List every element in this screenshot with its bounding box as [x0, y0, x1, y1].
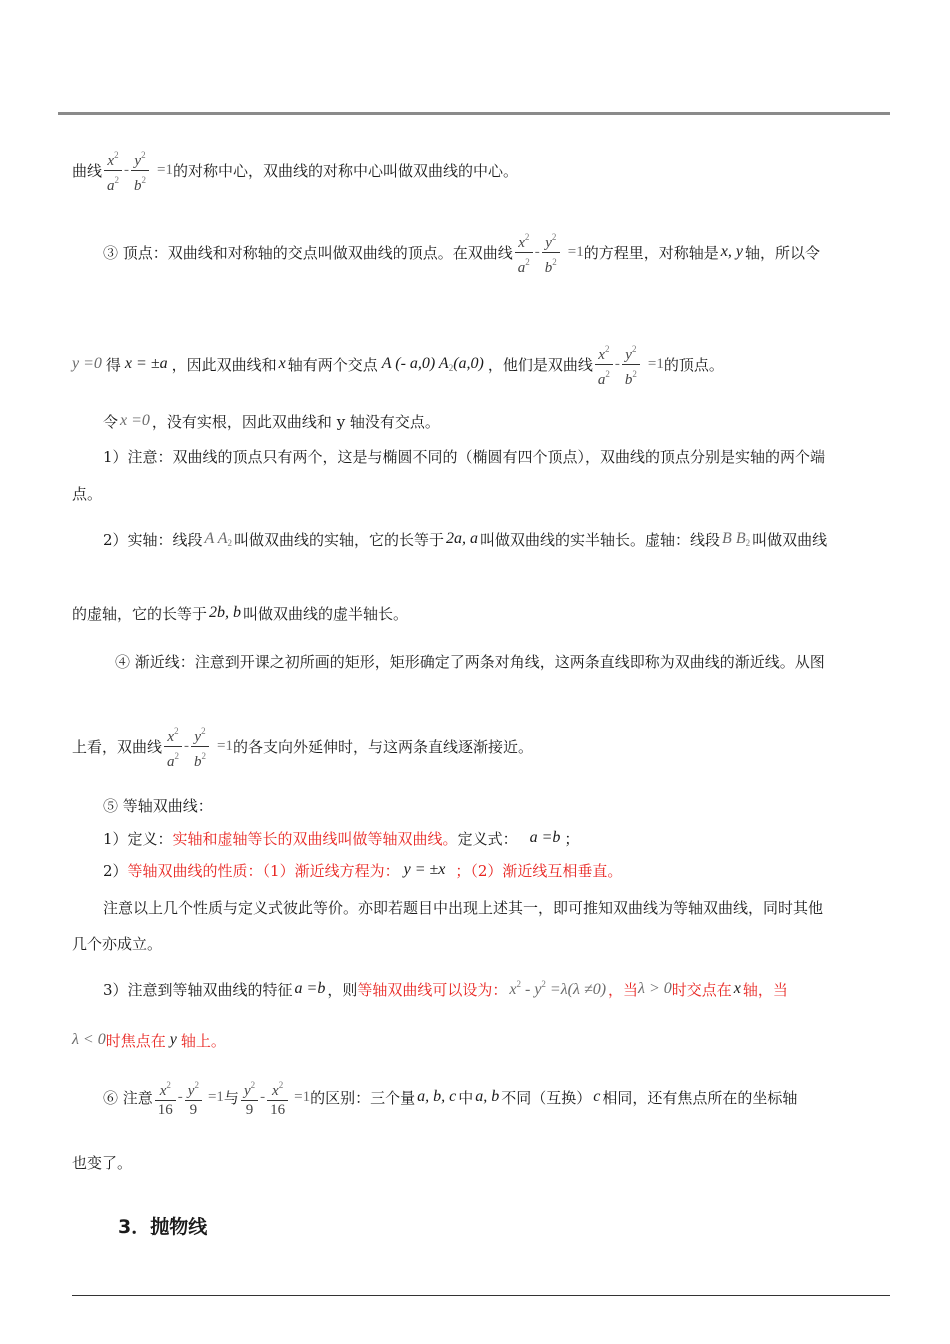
var: y: [187, 1082, 195, 1099]
minus: -: [260, 1088, 266, 1105]
equals-one: =1: [567, 243, 584, 260]
minus: -: [184, 737, 190, 754]
text: 中: [458, 1088, 474, 1107]
text: 令: [103, 412, 119, 431]
exp: 2: [114, 149, 119, 160]
var: x: [159, 1082, 167, 1099]
text-line-12: [103, 827, 579, 849]
fraction-x2-16: [267, 1076, 288, 1119]
exp: 2: [516, 979, 521, 989]
text-line-9: [115, 650, 825, 672]
math-y: y: [169, 1031, 177, 1048]
text: ；: [564, 829, 580, 848]
math-a-eq-b: a =b: [529, 829, 561, 846]
text: 叫做双曲线的实半轴长。虚轴：线段: [480, 530, 721, 549]
var: x: [509, 981, 517, 998]
var: x: [598, 346, 605, 363]
sub: 2: [448, 363, 454, 373]
var: x: [107, 152, 115, 169]
text-line-4: [103, 410, 440, 432]
text: 叫做双曲线的虚半轴长。: [243, 604, 409, 623]
text: 点。: [72, 484, 103, 503]
red-text: 轴上。: [180, 1031, 226, 1050]
text: ⑤ 等轴双曲线：: [103, 796, 213, 815]
fraction-x2-a2: [104, 146, 122, 195]
math-abc: a, b, c: [417, 1088, 457, 1105]
text: 2）实轴：线段: [103, 530, 203, 549]
den: 9: [189, 1101, 198, 1118]
section-heading: 3．抛物线: [118, 1216, 208, 1238]
var: a: [597, 371, 606, 388]
var: y: [534, 981, 542, 998]
exp: 2: [632, 368, 637, 379]
exp: 2: [605, 368, 610, 379]
math-x: x: [278, 355, 286, 372]
var: a: [517, 259, 526, 276]
vertex-a1: A (- a,0) A: [381, 355, 449, 372]
red-text: 时交点在: [671, 980, 732, 999]
exp: 2: [201, 725, 206, 736]
minus: -: [124, 161, 130, 178]
var: b: [194, 753, 202, 770]
den: 9: [245, 1101, 254, 1118]
fraction-x2-a2: [595, 340, 613, 389]
math-segment-b: [722, 530, 750, 548]
math-y-eq-0: y =0: [72, 355, 102, 372]
fraction-y2-b2: [622, 340, 640, 389]
text-line-10: [72, 722, 533, 770]
math-x-eq-0: x =0: [120, 412, 150, 429]
exp: 2: [141, 149, 146, 160]
math-vertices: [382, 355, 484, 373]
text: 的对称中心，双曲线的对称中心叫做双曲线的中心。: [172, 161, 518, 180]
var: b: [134, 177, 142, 194]
exp: 2: [201, 750, 207, 761]
math-xy: x, y: [720, 243, 743, 260]
math-x-pm-a: x = ±a: [124, 355, 168, 372]
equals-one: =1: [157, 161, 173, 178]
math-y-pm-x: y = ±x: [403, 861, 446, 878]
var: y: [545, 234, 552, 251]
math-2a: 2a, a: [446, 530, 479, 547]
text: 叫做双曲线的实轴，它的长等于: [234, 530, 445, 549]
fraction-y2-9: [241, 1076, 258, 1119]
text: ⑥ 注意: [103, 1088, 153, 1107]
text-line-5: [103, 445, 825, 467]
text: 叫做双曲线: [752, 530, 828, 549]
sub: 2: [227, 538, 233, 548]
text: 轴有两个交点: [287, 355, 378, 374]
fraction-x2-a2: [515, 228, 533, 277]
exp: 2: [278, 1079, 284, 1090]
red-text: 实轴和虚轴等长的双曲线叫做等轴双曲线。: [172, 829, 458, 848]
fraction-x2-a2: [164, 722, 182, 771]
var: a: [107, 177, 115, 194]
exp: 2: [114, 174, 120, 185]
equals-one: =1: [207, 1088, 224, 1105]
var: b: [544, 259, 553, 276]
text: 的各支向外延伸时，与这两条直线逐渐接近。: [232, 737, 533, 756]
vertex-a2: (a,0): [453, 355, 484, 372]
exp: 2: [174, 725, 179, 736]
text: 的方程里，对称轴是: [583, 243, 719, 262]
sub: 2: [745, 538, 751, 548]
exp: 2: [524, 231, 530, 242]
text: 不同（互换）: [501, 1088, 592, 1107]
var: b: [624, 371, 633, 388]
var: y: [243, 1082, 251, 1099]
var: y: [194, 728, 202, 745]
fraction-y2-b2: [131, 146, 149, 195]
exp: 2: [250, 1079, 256, 1090]
text: 与: [223, 1088, 239, 1107]
exp: 2: [551, 231, 557, 242]
text-line-2: [103, 228, 820, 276]
text: ，他们是双曲线: [487, 355, 593, 374]
seg: B B: [722, 530, 746, 547]
text-line-17: [72, 1029, 226, 1051]
text: 的顶点。: [663, 355, 724, 374]
exp: 2: [552, 256, 557, 267]
text-line-13: [103, 859, 622, 881]
minus: -: [614, 355, 620, 372]
text: 的虚轴，它的长等于: [72, 604, 208, 623]
text: ，因此双曲线和: [171, 355, 277, 374]
math-c: c: [593, 1088, 601, 1105]
minus: -: [177, 1088, 183, 1105]
var: x: [272, 1082, 279, 1099]
equals-one: =1: [647, 355, 664, 372]
exp: 2: [631, 343, 637, 354]
exp: 2: [141, 174, 147, 185]
text-line-8: [72, 602, 408, 624]
seg: A A: [204, 530, 228, 547]
footer-rule: [72, 1295, 890, 1296]
exp: 2: [604, 343, 610, 354]
den: 16: [270, 1101, 286, 1118]
exp: 2: [194, 1079, 199, 1090]
text: ，则: [327, 980, 358, 999]
text: 1）注意：双曲线的顶点只有两个，这是与椭圆不同的（椭圆有四个顶点），双曲线的顶点分别是实轴的两个端: [103, 447, 826, 466]
text-line-19: [72, 1151, 132, 1173]
text: 相同，还有焦点所在的坐标轴: [602, 1088, 798, 1107]
math-2b: 2b, b: [209, 604, 242, 621]
text: 3）注意到等轴双曲线的特征: [103, 980, 293, 999]
math-a-eq-b: a =b: [294, 980, 326, 997]
red-text: 等轴双曲线的性质：（1）渐近线方程为：: [127, 861, 400, 880]
math-lambda-gt-0: λ > 0: [638, 980, 672, 997]
text: 曲线: [72, 161, 103, 180]
text: 轴，所以令: [744, 243, 820, 262]
header-rule: [58, 112, 890, 115]
text: 定义式：: [457, 829, 518, 848]
text-line-16: [103, 978, 788, 1000]
text-line-3: [72, 340, 724, 388]
text: ，没有实根，因此双曲线和 y 轴没有交点。: [151, 412, 440, 431]
var: a: [167, 753, 175, 770]
var: x: [518, 234, 525, 251]
fraction-x2-16: [155, 1076, 176, 1119]
text: 1）定义：: [103, 829, 173, 848]
red-text: ；（2）渐近线互相垂直。: [455, 861, 623, 880]
math-lambda-lt-0: λ < 0: [72, 1031, 106, 1048]
math-x2-y2: [509, 979, 606, 999]
text: 上看，双曲线: [72, 737, 163, 756]
var: y: [625, 346, 632, 363]
math-segment-a: [205, 530, 232, 548]
text: ④ 渐近线：注意到开课之初所画的矩形，矩形确定了两条对角线，这两条直线即称为双曲线的渐近线。从图: [115, 652, 825, 671]
den: 16: [157, 1101, 173, 1118]
text-line-6: [72, 482, 102, 504]
math-x: x: [733, 980, 741, 997]
red-text: 轴，当: [742, 980, 788, 999]
minus: -: [534, 243, 540, 260]
text-line-15: [72, 932, 162, 954]
text-line-14: [103, 896, 823, 918]
lambda-eq: =λ(λ ≠0): [549, 981, 607, 998]
var: x: [167, 728, 175, 745]
equals-one: =1: [217, 737, 233, 754]
text-line-11: [103, 794, 213, 816]
red-text: 时焦点在: [105, 1031, 166, 1050]
text: 也变了。: [72, 1153, 133, 1172]
math-ab: a, b: [475, 1088, 500, 1105]
text: 的区别：三个量: [310, 1088, 416, 1107]
minus: -: [524, 981, 531, 998]
exp: 2: [174, 750, 180, 761]
text: 几个亦成立。: [72, 934, 163, 953]
exp: 2: [166, 1079, 171, 1090]
red-text: 等轴双曲线可以设为：: [357, 980, 508, 999]
text: ③ 顶点：双曲线和对称轴的交点叫做双曲线的顶点。在双曲线: [103, 243, 513, 262]
text-line-18: [103, 1073, 797, 1121]
text-line-7: [103, 528, 827, 550]
text: 2）: [103, 861, 128, 880]
text-line-1: [72, 146, 518, 194]
fraction-y2-9: [185, 1076, 202, 1119]
equals-one: =1: [294, 1088, 311, 1105]
text: 得: [105, 355, 121, 374]
exp: 2: [541, 979, 546, 989]
exp: 2: [525, 256, 530, 267]
var: y: [134, 152, 142, 169]
text: 注意以上几个性质与定义式彼此等价。亦即若题目中出现上述其一，即可推知双曲线为等轴双曲线，同时其他: [103, 898, 824, 917]
fraction-y2-b2: [191, 722, 209, 771]
fraction-y2-b2: [542, 228, 560, 277]
red-text: ，当: [608, 980, 639, 999]
